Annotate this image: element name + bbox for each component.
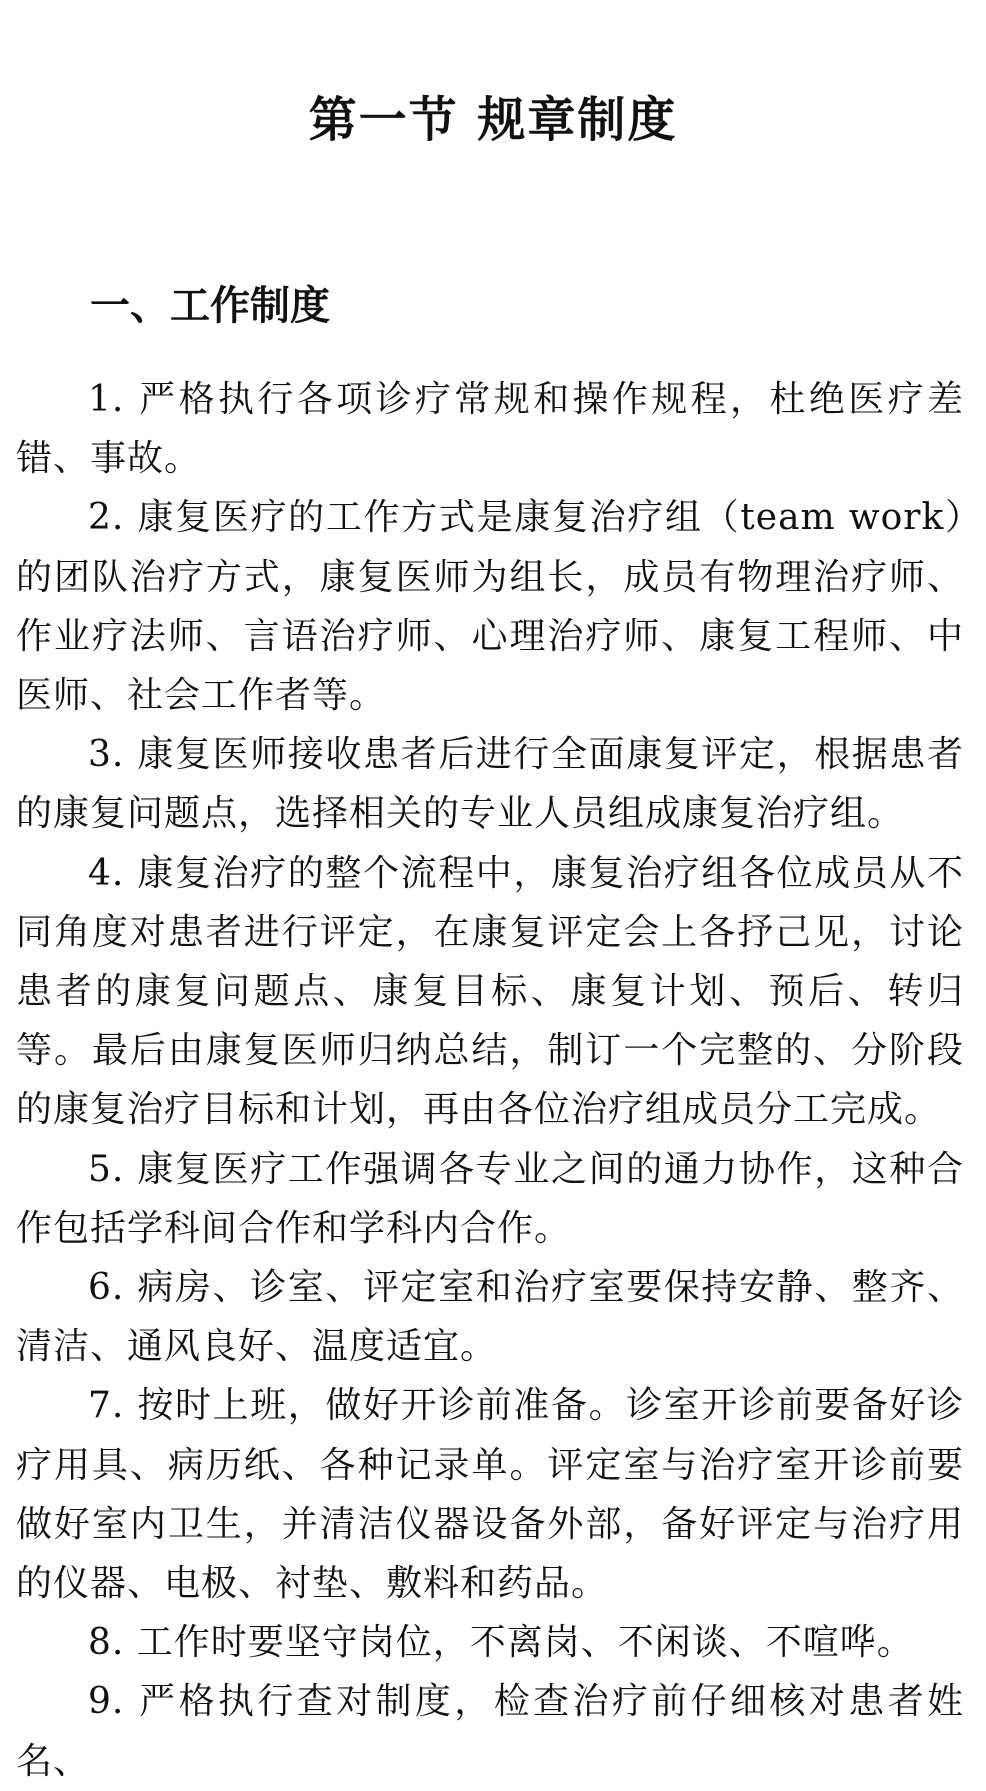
- section-title: 第一节 规章制度: [308, 92, 678, 148]
- subsection-title: 一、工作制度: [90, 282, 330, 329]
- paragraph-6: 6. 病房、诊室、评定室和治疗室要保持安静、整齐、清洁、通风良好、温度适宜。: [16, 1267, 964, 1368]
- paragraph-4: 4. 康复治疗的整个流程中，康复治疗组各位成员从不同角度对患者进行评定，在康复评定会上各抒己见，讨论患者的康复问题点、康复目标、康复计划、预后、转归等。最后由康复医师归纳总结，制订一个完整的、分阶段的康复治疗目标和计划，再由各位治疗组成员分工完成。: [16, 852, 964, 1131]
- body-text: [16, 370, 964, 1791]
- paragraph-2: 2. 康复医疗的工作方式是康复治疗组（team work）的团队治疗方式，康复医师为组长，成员有物理治疗师、作业疗法师、言语治疗师、心理治疗师、康复工程师、中医师、社会工作者等。: [16, 497, 964, 717]
- paragraph-7: 7. 按时上班，做好开诊前准备。诊室开诊前要备好诊疗用具、病历纸、各种记录单。评定室与治疗室开诊前要做好室内卫生，并清洁仪器设备外部，备好评定与治疗用的仪器、电极、衬垫、敷料和药品。: [16, 1385, 964, 1605]
- paragraph-9: 9. 严格执行查对制度，检查治疗前仔细核对患者姓名、: [16, 1681, 964, 1782]
- paragraph-3: 3. 康复医师接收患者后进行全面康复评定，根据患者的康复问题点，选择相关的专业人员组成康复治疗组。: [16, 734, 964, 835]
- paragraph-1: 1. 严格执行各项诊疗常规和操作规程，杜绝医疗差错、事故。: [16, 379, 964, 480]
- paragraph-8: 8. 工作时要坚守岗位，不离岗、不闲谈、不喧哗。: [88, 1622, 914, 1664]
- paragraph-5: 5. 康复医疗工作强调各专业之间的通力协作，这种合作包括学科间合作和学科内合作。: [16, 1148, 964, 1249]
